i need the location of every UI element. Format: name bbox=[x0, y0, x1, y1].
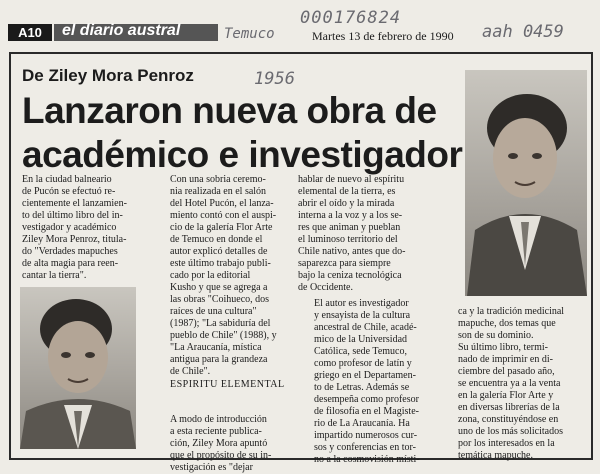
author-photo-small bbox=[20, 287, 136, 449]
headline-line-2: académico e investigador bbox=[22, 134, 463, 175]
author-photo-large bbox=[465, 70, 587, 296]
page-number-label: A10 bbox=[8, 24, 52, 41]
article-column-3-top: hablar de nuevo al espíritu elemental de la tierra, es abrir el oído y la mirada interna a la voz y a los se- res que animan y pueblan el luminoso territorio del Chile nativo, antes que do- saparezca para siempre bajo la ceniza tecnológica de Occidente. bbox=[298, 174, 406, 293]
section-subhead: ESPIRITU ELEMENTAL bbox=[170, 379, 285, 390]
article-column-4: ca y la tradición medicinal mapuche, dos temas que son de su dominio. Su último libro, termi- nado de imprimir en di- ciembre del pasado año, se encuentra ya a la venta en la galería Flor Arte y en diversas librerías de la zona, constituyéndose en uno de los más solicitados por los interesados en la temática mapuche. bbox=[458, 306, 565, 461]
portrait-illustration bbox=[20, 287, 136, 449]
article-column-1: En la ciudad balneario de Pucón se efectuó re- cientemente el lanzamien- to del último libro del in- vestigador y académico Ziley Mora Penroz, titula- do "Verdades mapuches de alta magia para reen- cantar la tierra". bbox=[22, 174, 127, 281]
portrait-illustration bbox=[465, 70, 587, 296]
headline-line-1: Lanzaron nueva obra de bbox=[22, 90, 437, 131]
newspaper-name: el diario austral bbox=[62, 22, 181, 39]
article-column-2: Con una sobria ceremo- nia realizada en el salón del Hotel Pucón, el lanza- miento contó con el auspi- cio de la galería Flor Arte de Temuco en donde el autor explicó detalles de este último trabajo publi- cado por la editorial Kusho y que se agrega a las obras "Coihueco, dos raíces de una cultura" (1987); "La sabiduría del pueblo de Chile" (1988), y "La Araucanía, mística antigua para la grandeza de Chile". A modo de introducción a esta reciente publica- ción, Ziley Mora apuntó que el propósito de su in- vestigación es "dejar bbox=[170, 174, 277, 473]
handwritten-year: 1956 bbox=[254, 69, 295, 89]
archive-code: aah 0459 bbox=[482, 22, 564, 42]
article-column-3-bottom: El autor es investigador y ensayista de la cultura ancestral de Chile, acadé- mico de la Universidad Católica, sede Temuco, como profesor de latín y griego en el Departamen- to de Letras. Además se desempeña como profesor de filosofía en el Magiste- rio de La Araucanía. Ha impartido numerosos cur- sos y conferencias en tor- no a la cosmovisión místi- bbox=[314, 298, 420, 465]
byline: De Ziley Mora Penroz bbox=[22, 66, 194, 85]
handwritten-city: Temuco bbox=[224, 26, 275, 42]
publication-date: Martes 13 de febrero de 1990 bbox=[312, 29, 454, 43]
accession-number: 000176824 bbox=[300, 8, 402, 28]
